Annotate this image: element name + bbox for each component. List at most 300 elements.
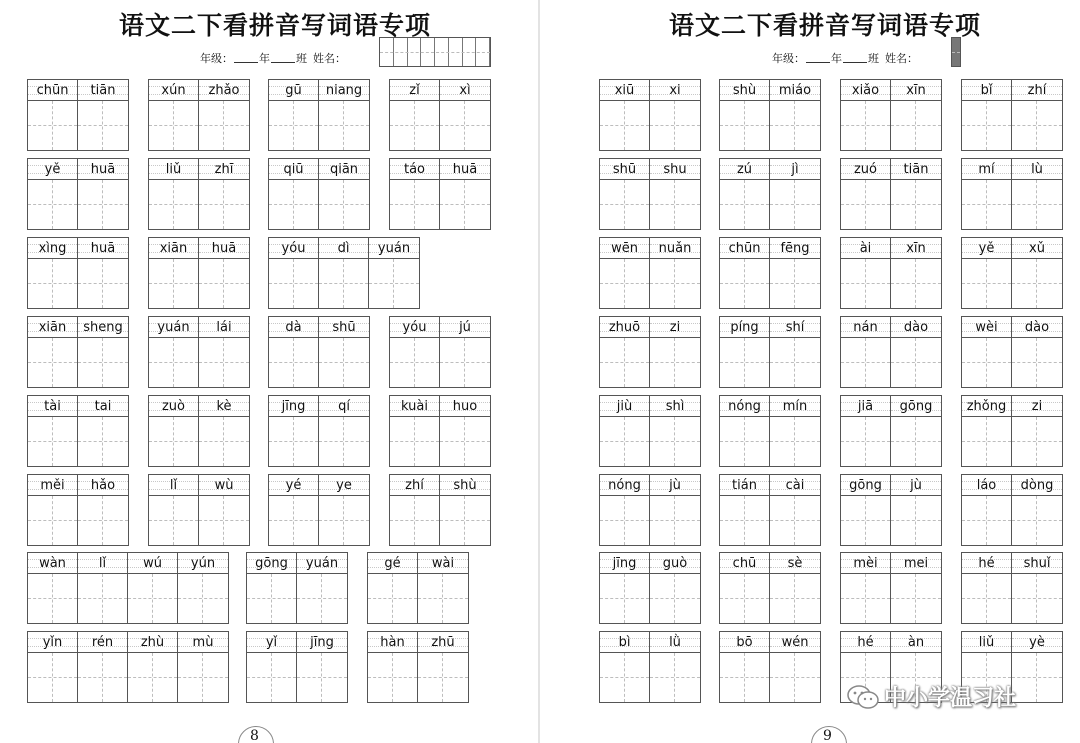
character-cell[interactable]	[841, 80, 891, 150]
word-box[interactable]	[599, 631, 701, 703]
character-cell[interactable]	[178, 632, 228, 702]
tianzige-writing-cell[interactable]	[319, 180, 369, 229]
character-cell[interactable]	[770, 80, 820, 150]
character-cell[interactable]	[1012, 632, 1062, 702]
word-box[interactable]	[599, 395, 701, 467]
word-box[interactable]	[840, 237, 942, 309]
tianzige-writing-cell[interactable]	[841, 180, 890, 229]
tianzige-writing-cell[interactable]	[390, 101, 439, 150]
character-cell[interactable]	[650, 553, 700, 623]
character-cell[interactable]	[440, 80, 490, 150]
word-box[interactable]	[599, 79, 701, 151]
tianzige-writing-cell[interactable]	[770, 259, 820, 308]
word-box[interactable]	[246, 631, 348, 703]
character-cell[interactable]	[841, 396, 891, 466]
character-cell[interactable]	[962, 396, 1012, 466]
word-box[interactable]	[840, 79, 942, 151]
character-cell[interactable]	[78, 80, 128, 150]
character-cell[interactable]	[178, 553, 228, 623]
character-cell[interactable]	[720, 475, 770, 545]
character-cell[interactable]	[28, 475, 78, 545]
tianzige-writing-cell[interactable]	[28, 259, 77, 308]
character-cell[interactable]	[199, 80, 249, 150]
tianzige-writing-cell[interactable]	[1012, 653, 1062, 702]
character-cell[interactable]	[891, 553, 941, 623]
character-cell[interactable]	[199, 238, 249, 308]
character-cell[interactable]	[28, 80, 78, 150]
character-cell[interactable]	[841, 553, 891, 623]
character-cell[interactable]	[390, 475, 440, 545]
character-cell[interactable]	[440, 159, 490, 229]
character-cell[interactable]	[891, 317, 941, 387]
tianzige-writing-cell[interactable]	[440, 101, 490, 150]
character-cell[interactable]	[390, 317, 440, 387]
tianzige-writing-cell[interactable]	[891, 574, 941, 623]
tianzige-writing-cell[interactable]	[418, 653, 468, 702]
tianzige-writing-cell[interactable]	[720, 653, 769, 702]
character-cell[interactable]	[390, 396, 440, 466]
character-cell[interactable]	[247, 632, 297, 702]
word-box[interactable]	[27, 79, 129, 151]
tianzige-writing-cell[interactable]	[199, 101, 249, 150]
tianzige-writing-cell[interactable]	[440, 338, 490, 387]
tianzige-writing-cell[interactable]	[28, 180, 77, 229]
character-cell[interactable]	[600, 475, 650, 545]
word-box[interactable]	[840, 395, 942, 467]
word-box[interactable]	[268, 237, 420, 309]
word-box[interactable]	[961, 552, 1063, 624]
word-box[interactable]	[719, 158, 821, 230]
word-box[interactable]	[268, 316, 370, 388]
character-cell[interactable]	[199, 475, 249, 545]
word-box[interactable]	[27, 631, 229, 703]
tianzige-writing-cell[interactable]	[841, 259, 890, 308]
word-box[interactable]	[246, 552, 348, 624]
character-cell[interactable]	[770, 159, 820, 229]
character-cell[interactable]	[841, 317, 891, 387]
tianzige-writing-cell[interactable]	[600, 180, 649, 229]
tianzige-writing-cell[interactable]	[962, 496, 1011, 545]
character-cell[interactable]	[891, 238, 941, 308]
tianzige-writing-cell[interactable]	[841, 417, 890, 466]
word-box[interactable]	[719, 631, 821, 703]
tianzige-writing-cell[interactable]	[199, 338, 249, 387]
character-cell[interactable]	[28, 632, 78, 702]
character-cell[interactable]	[269, 317, 319, 387]
tianzige-writing-cell[interactable]	[962, 101, 1011, 150]
tianzige-writing-cell[interactable]	[720, 338, 769, 387]
character-cell[interactable]	[269, 475, 319, 545]
tianzige-writing-cell[interactable]	[78, 574, 127, 623]
tianzige-writing-cell[interactable]	[78, 496, 128, 545]
tianzige-writing-cell[interactable]	[390, 180, 439, 229]
tianzige-writing-cell[interactable]	[178, 574, 228, 623]
tianzige-writing-cell[interactable]	[149, 417, 198, 466]
character-cell[interactable]	[28, 396, 78, 466]
character-cell[interactable]	[600, 159, 650, 229]
tianzige-writing-cell[interactable]	[199, 259, 249, 308]
character-cell[interactable]	[149, 317, 199, 387]
word-box[interactable]	[719, 395, 821, 467]
tianzige-writing-cell[interactable]	[770, 338, 820, 387]
character-cell[interactable]	[149, 238, 199, 308]
character-cell[interactable]	[720, 396, 770, 466]
tianzige-writing-cell[interactable]	[269, 417, 318, 466]
character-cell[interactable]	[650, 80, 700, 150]
word-box[interactable]	[719, 316, 821, 388]
word-box[interactable]	[27, 552, 229, 624]
tianzige-writing-cell[interactable]	[390, 338, 439, 387]
word-box[interactable]	[961, 316, 1063, 388]
character-cell[interactable]	[650, 317, 700, 387]
tianzige-writing-cell[interactable]	[78, 259, 128, 308]
tianzige-writing-cell[interactable]	[247, 653, 296, 702]
character-cell[interactable]	[78, 632, 128, 702]
tianzige-writing-cell[interactable]	[962, 259, 1011, 308]
tianzige-writing-cell[interactable]	[600, 653, 649, 702]
word-box[interactable]	[27, 316, 129, 388]
character-cell[interactable]	[770, 632, 820, 702]
tianzige-writing-cell[interactable]	[28, 338, 77, 387]
tianzige-writing-cell[interactable]	[720, 496, 769, 545]
character-cell[interactable]	[78, 317, 128, 387]
tianzige-writing-cell[interactable]	[199, 180, 249, 229]
character-cell[interactable]	[962, 159, 1012, 229]
tianzige-writing-cell[interactable]	[720, 259, 769, 308]
tianzige-writing-cell[interactable]	[650, 574, 700, 623]
tianzige-writing-cell[interactable]	[269, 101, 318, 150]
word-box[interactable]	[719, 552, 821, 624]
tianzige-writing-cell[interactable]	[319, 417, 369, 466]
word-box[interactable]	[719, 79, 821, 151]
tianzige-writing-cell[interactable]	[650, 338, 700, 387]
character-cell[interactable]	[841, 159, 891, 229]
tianzige-writing-cell[interactable]	[650, 259, 700, 308]
tianzige-writing-cell[interactable]	[418, 574, 468, 623]
character-cell[interactable]	[319, 238, 369, 308]
tianzige-writing-cell[interactable]	[1012, 101, 1062, 150]
tianzige-writing-cell[interactable]	[600, 259, 649, 308]
character-cell[interactable]	[269, 159, 319, 229]
word-box[interactable]	[389, 474, 491, 546]
tianzige-writing-cell[interactable]	[720, 180, 769, 229]
word-box[interactable]	[148, 237, 250, 309]
tianzige-writing-cell[interactable]	[1012, 574, 1062, 623]
character-cell[interactable]	[600, 396, 650, 466]
character-cell[interactable]	[650, 396, 700, 466]
word-box[interactable]	[268, 158, 370, 230]
tianzige-writing-cell[interactable]	[440, 417, 490, 466]
character-cell[interactable]	[28, 159, 78, 229]
word-box[interactable]	[148, 474, 250, 546]
grade-blank[interactable]	[806, 53, 830, 63]
character-cell[interactable]	[149, 159, 199, 229]
tianzige-writing-cell[interactable]	[600, 338, 649, 387]
character-cell[interactable]	[149, 80, 199, 150]
character-cell[interactable]	[962, 553, 1012, 623]
character-cell[interactable]	[1012, 159, 1062, 229]
character-cell[interactable]	[720, 632, 770, 702]
tianzige-writing-cell[interactable]	[650, 180, 700, 229]
character-cell[interactable]	[149, 475, 199, 545]
word-box[interactable]	[599, 158, 701, 230]
word-box[interactable]	[840, 158, 942, 230]
tianzige-writing-cell[interactable]	[178, 653, 228, 702]
tianzige-writing-cell[interactable]	[149, 338, 198, 387]
tianzige-writing-cell[interactable]	[28, 653, 77, 702]
character-cell[interactable]	[297, 632, 347, 702]
character-cell[interactable]	[1012, 238, 1062, 308]
character-cell[interactable]	[962, 475, 1012, 545]
character-cell[interactable]	[1012, 396, 1062, 466]
tianzige-writing-cell[interactable]	[199, 496, 249, 545]
character-cell[interactable]	[319, 475, 369, 545]
character-cell[interactable]	[418, 553, 468, 623]
character-cell[interactable]	[1012, 317, 1062, 387]
tianzige-writing-cell[interactable]	[149, 101, 198, 150]
character-cell[interactable]	[128, 553, 178, 623]
word-box[interactable]	[389, 158, 491, 230]
word-box[interactable]	[389, 395, 491, 467]
tianzige-writing-cell[interactable]	[28, 496, 77, 545]
character-cell[interactable]	[28, 317, 78, 387]
character-cell[interactable]	[962, 238, 1012, 308]
word-box[interactable]	[961, 474, 1063, 546]
word-box[interactable]	[367, 631, 469, 703]
tianzige-writing-cell[interactable]	[600, 574, 649, 623]
tianzige-writing-cell[interactable]	[650, 653, 700, 702]
character-cell[interactable]	[720, 159, 770, 229]
character-cell[interactable]	[841, 238, 891, 308]
tianzige-writing-cell[interactable]	[390, 496, 439, 545]
word-box[interactable]	[961, 79, 1063, 151]
tianzige-writing-cell[interactable]	[720, 417, 769, 466]
tianzige-writing-cell[interactable]	[369, 259, 419, 308]
tianzige-writing-cell[interactable]	[770, 653, 820, 702]
tianzige-writing-cell[interactable]	[650, 496, 700, 545]
word-box[interactable]	[268, 395, 370, 467]
tianzige-writing-cell[interactable]	[1012, 496, 1062, 545]
class-blank[interactable]	[843, 53, 867, 63]
character-cell[interactable]	[841, 475, 891, 545]
character-cell[interactable]	[600, 238, 650, 308]
character-cell[interactable]	[962, 317, 1012, 387]
character-cell[interactable]	[390, 159, 440, 229]
word-box[interactable]	[148, 316, 250, 388]
character-cell[interactable]	[269, 238, 319, 308]
tianzige-writing-cell[interactable]	[149, 496, 198, 545]
tianzige-writing-cell[interactable]	[269, 180, 318, 229]
character-cell[interactable]	[78, 396, 128, 466]
tianzige-writing-cell[interactable]	[650, 417, 700, 466]
tianzige-writing-cell[interactable]	[600, 101, 649, 150]
tianzige-writing-cell[interactable]	[770, 417, 820, 466]
tianzige-writing-cell[interactable]	[78, 653, 127, 702]
character-cell[interactable]	[962, 80, 1012, 150]
character-cell[interactable]	[78, 238, 128, 308]
character-cell[interactable]	[269, 80, 319, 150]
character-cell[interactable]	[319, 317, 369, 387]
character-cell[interactable]	[770, 553, 820, 623]
tianzige-writing-cell[interactable]	[600, 417, 649, 466]
word-box[interactable]	[268, 79, 370, 151]
tianzige-writing-cell[interactable]	[891, 496, 941, 545]
tianzige-writing-cell[interactable]	[770, 496, 820, 545]
tianzige-writing-cell[interactable]	[297, 574, 347, 623]
character-cell[interactable]	[78, 553, 128, 623]
character-cell[interactable]	[891, 396, 941, 466]
character-cell[interactable]	[269, 396, 319, 466]
character-cell[interactable]	[770, 317, 820, 387]
tianzige-writing-cell[interactable]	[319, 259, 368, 308]
character-cell[interactable]	[199, 317, 249, 387]
character-cell[interactable]	[368, 632, 418, 702]
tianzige-writing-cell[interactable]	[390, 417, 439, 466]
tianzige-writing-cell[interactable]	[440, 180, 490, 229]
character-cell[interactable]	[368, 553, 418, 623]
tianzige-writing-cell[interactable]	[720, 101, 769, 150]
class-blank[interactable]	[271, 53, 295, 63]
character-cell[interactable]	[720, 317, 770, 387]
tianzige-writing-cell[interactable]	[199, 417, 249, 466]
word-box[interactable]	[148, 158, 250, 230]
word-box[interactable]	[148, 79, 250, 151]
character-cell[interactable]	[199, 159, 249, 229]
character-cell[interactable]	[28, 553, 78, 623]
tianzige-writing-cell[interactable]	[891, 417, 941, 466]
tianzige-writing-cell[interactable]	[78, 101, 128, 150]
character-cell[interactable]	[199, 396, 249, 466]
character-cell[interactable]	[1012, 80, 1062, 150]
character-cell[interactable]	[78, 159, 128, 229]
character-cell[interactable]	[78, 475, 128, 545]
tianzige-writing-cell[interactable]	[28, 574, 77, 623]
character-cell[interactable]	[319, 80, 369, 150]
word-box[interactable]	[389, 79, 491, 151]
name-grid[interactable]	[951, 37, 961, 67]
word-box[interactable]	[367, 552, 469, 624]
character-cell[interactable]	[418, 632, 468, 702]
character-cell[interactable]	[440, 396, 490, 466]
tianzige-writing-cell[interactable]	[128, 653, 177, 702]
character-cell[interactable]	[319, 159, 369, 229]
tianzige-writing-cell[interactable]	[1012, 259, 1062, 308]
word-box[interactable]	[599, 552, 701, 624]
word-box[interactable]	[599, 237, 701, 309]
character-cell[interactable]	[600, 553, 650, 623]
character-cell[interactable]	[770, 396, 820, 466]
word-box[interactable]	[389, 316, 491, 388]
tianzige-writing-cell[interactable]	[269, 338, 318, 387]
tianzige-writing-cell[interactable]	[891, 259, 941, 308]
tianzige-writing-cell[interactable]	[78, 338, 128, 387]
character-cell[interactable]	[770, 238, 820, 308]
tianzige-writing-cell[interactable]	[962, 180, 1011, 229]
character-cell[interactable]	[440, 317, 490, 387]
word-box[interactable]	[719, 237, 821, 309]
tianzige-writing-cell[interactable]	[841, 338, 890, 387]
name-grid[interactable]	[379, 37, 491, 67]
tianzige-writing-cell[interactable]	[247, 574, 296, 623]
tianzige-writing-cell[interactable]	[440, 496, 490, 545]
tianzige-writing-cell[interactable]	[891, 180, 941, 229]
tianzige-writing-cell[interactable]	[28, 417, 77, 466]
word-box[interactable]	[27, 395, 129, 467]
word-box[interactable]	[840, 316, 942, 388]
character-cell[interactable]	[1012, 475, 1062, 545]
tianzige-writing-cell[interactable]	[1012, 338, 1062, 387]
tianzige-writing-cell[interactable]	[962, 574, 1011, 623]
character-cell[interactable]	[440, 475, 490, 545]
tianzige-writing-cell[interactable]	[891, 101, 941, 150]
character-cell[interactable]	[720, 238, 770, 308]
word-box[interactable]	[148, 395, 250, 467]
character-cell[interactable]	[770, 475, 820, 545]
tianzige-writing-cell[interactable]	[78, 180, 128, 229]
character-cell[interactable]	[891, 80, 941, 150]
tianzige-writing-cell[interactable]	[1012, 180, 1062, 229]
character-cell[interactable]	[650, 632, 700, 702]
tianzige-writing-cell[interactable]	[650, 101, 700, 150]
word-box[interactable]	[840, 474, 942, 546]
character-cell[interactable]	[600, 317, 650, 387]
tianzige-writing-cell[interactable]	[78, 417, 128, 466]
tianzige-writing-cell[interactable]	[269, 496, 318, 545]
character-cell[interactable]	[247, 553, 297, 623]
tianzige-writing-cell[interactable]	[1012, 417, 1062, 466]
character-cell[interactable]	[600, 632, 650, 702]
tianzige-writing-cell[interactable]	[368, 653, 417, 702]
word-box[interactable]	[599, 474, 701, 546]
character-cell[interactable]	[891, 159, 941, 229]
tianzige-writing-cell[interactable]	[128, 574, 177, 623]
tianzige-writing-cell[interactable]	[770, 101, 820, 150]
character-cell[interactable]	[720, 80, 770, 150]
grade-blank[interactable]	[234, 53, 258, 63]
character-cell[interactable]	[891, 475, 941, 545]
tianzige-writing-cell[interactable]	[770, 574, 820, 623]
tianzige-writing-cell[interactable]	[368, 574, 417, 623]
word-box[interactable]	[719, 474, 821, 546]
tianzige-writing-cell[interactable]	[841, 101, 890, 150]
tianzige-writing-cell[interactable]	[297, 653, 347, 702]
character-cell[interactable]	[600, 80, 650, 150]
word-box[interactable]	[840, 552, 942, 624]
tianzige-writing-cell[interactable]	[891, 338, 941, 387]
word-box[interactable]	[961, 158, 1063, 230]
character-cell[interactable]	[650, 159, 700, 229]
tianzige-writing-cell[interactable]	[149, 259, 198, 308]
tianzige-writing-cell[interactable]	[319, 338, 369, 387]
character-cell[interactable]	[369, 238, 419, 308]
character-cell[interactable]	[720, 553, 770, 623]
tianzige-writing-cell[interactable]	[269, 259, 318, 308]
character-cell[interactable]	[390, 80, 440, 150]
character-cell[interactable]	[319, 396, 369, 466]
tianzige-writing-cell[interactable]	[28, 101, 77, 150]
character-cell[interactable]	[650, 475, 700, 545]
tianzige-writing-cell[interactable]	[600, 496, 649, 545]
tianzige-writing-cell[interactable]	[770, 180, 820, 229]
character-cell[interactable]	[128, 632, 178, 702]
character-cell[interactable]	[28, 238, 78, 308]
word-box[interactable]	[27, 237, 129, 309]
tianzige-writing-cell[interactable]	[841, 496, 890, 545]
tianzige-writing-cell[interactable]	[319, 101, 369, 150]
word-box[interactable]	[27, 158, 129, 230]
tianzige-writing-cell[interactable]	[841, 574, 890, 623]
character-cell[interactable]	[297, 553, 347, 623]
